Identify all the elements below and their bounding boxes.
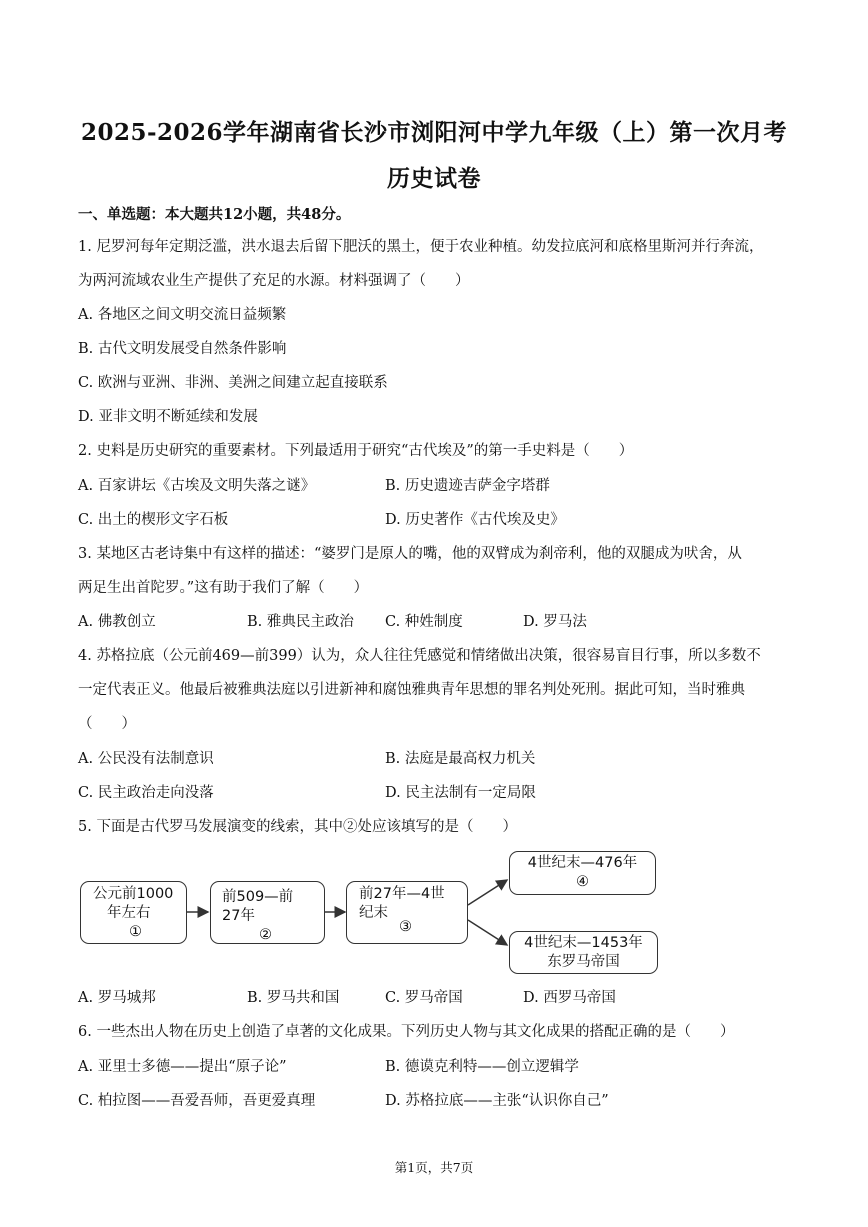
box1-number: ① [129,924,142,940]
q6-option-c: C. 柏拉图——吾爱吾师，吾更爱真理 [78,1093,316,1109]
q4-stem-line1: 4. 苏格拉底（公元前469—前399）认为，众人往往凭感觉和情绪做出决策，很容易盲目行事，所以多数不 [78,648,761,664]
box2-line2: 27年 [222,908,255,924]
q4-option-b: B. 法庭是最高权力机关 [385,751,536,767]
q4-stem-line2: 一定代表正义。他最后被雅典法庭以引进新神和腐蚀雅典青年思想的罪名判处死刑。据此可知，当时雅典 [78,682,745,698]
q6-option-d: D. 苏格拉底——主张“认识你自己” [385,1093,609,1109]
box1-line2: 年左右 [107,905,151,921]
q4-option-c: C. 民主政治走向没落 [78,785,214,801]
box2-number: ② [259,927,272,943]
q5-option-c: C. 罗马帝国 [385,990,463,1006]
q1-stem-line2: 为两河流域农业生产提供了充足的水源。材料强调了（ ） [78,273,470,289]
q2-option-b: B. 历史遗迹吉萨金字塔群 [385,478,550,494]
box1-line1: 公元前1000 [93,886,174,902]
q4-stem-line3: （ ） [78,716,136,732]
exam-subtitle: 历史试卷 [387,165,481,192]
exam-title: 2025-2026学年湖南省长沙市浏阳河中学九年级（上）第一次月考 [80,119,788,146]
q3-option-c: C. 种姓制度 [385,614,463,630]
q6-option-a: A. 亚里士多德——提出“原子论” [78,1059,287,1075]
q4-option-a: A. 公民没有法制意识 [78,751,214,767]
q5-option-a: A. 罗马城邦 [78,990,156,1006]
box5-line2: 东罗马帝国 [547,954,620,970]
q5-stem: 5. 下面是古代罗马发展演变的线索，其中②处应该填写的是（ ） [78,819,517,835]
box3-line2: 纪末 [359,905,388,921]
q2-option-d: D. 历史著作《古代埃及史》 [385,512,565,528]
box3-number: ③ [399,919,412,935]
q1-option-c: C. 欧洲与亚洲、非洲、美洲之间建立起直接联系 [78,375,388,391]
box5-line1: 4世纪末—1453年 [524,935,643,951]
page-footer: 第1页，共7页 [394,1160,474,1175]
arrow-3-4 [468,880,507,905]
q3-stem-line1: 3. 某地区古老诗集中有这样的描述：“婆罗门是原人的嘴，他的双臂成为刹帝利，他的双腿成为吠舍，从 [78,546,742,562]
q3-option-a: A. 佛教创立 [78,614,156,630]
timeline-box-2 [210,881,325,944]
q1-stem-line1: 1. 尼罗河每年定期泛滥，洪水退去后留下肥沃的黑土，便于农业种植。幼发拉底河和底格里斯河并行奔流， [78,239,764,255]
box2-line1: 前509—前 [222,889,294,905]
q1-option-b: B. 古代文明发展受自然条件影响 [78,341,287,357]
q1-option-a: A. 各地区之间文明交流日益频繁 [78,307,287,323]
box4-number: ④ [576,874,589,890]
timeline-box-1 [80,881,187,944]
q1-option-d: D. 亚非文明不断延续和发展 [78,409,258,425]
timeline-box-4 [509,851,656,895]
q2-stem: 2. 史料是历史研究的重要素材。下列最适用于研究“古代埃及”的第一手史料是（ ） [78,443,634,459]
q5-option-b: B. 罗马共和国 [247,990,340,1006]
q2-option-a: A. 百家讲坛《古埃及文明失落之谜》 [78,478,316,494]
q5-option-d: D. 西罗马帝国 [523,990,616,1006]
q3-option-b: B. 雅典民主政治 [247,614,354,630]
timeline-box-5 [509,931,658,974]
q3-stem-line2: 两足生出首陀罗。”这有助于我们了解（ ） [78,580,369,596]
section-heading: 一、单选题：本大题共12小题，共48分。 [78,206,351,223]
box3-line1: 前27年—4世 [359,886,445,902]
q6-stem: 6. 一些杰出人物在历史上创造了卓著的文化成果。下列历史人物与其文化成果的搭配正确的是（ ） [78,1024,735,1040]
timeline-box-3 [346,881,468,944]
q6-option-b: B. 德谟克利特——创立逻辑学 [385,1059,579,1075]
arrow-3-5 [468,920,507,945]
box4-line1: 4世纪末—476年 [527,855,638,871]
q2-option-c: C. 出土的楔形文字石板 [78,512,229,528]
q4-option-d: D. 民主法制有一定局限 [385,785,536,801]
q3-option-d: D. 罗马法 [523,614,587,630]
